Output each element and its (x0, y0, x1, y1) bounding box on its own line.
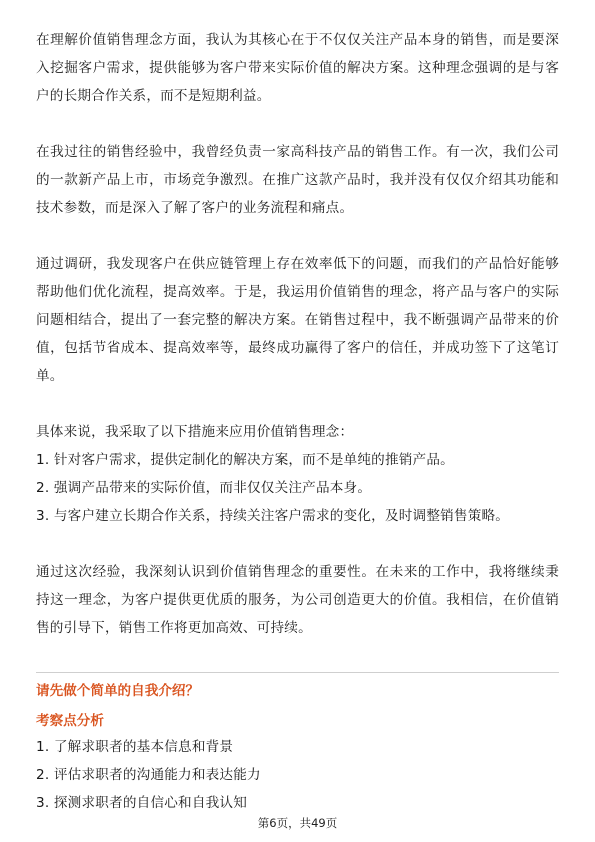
measure-item-2: 2. 强调产品带来的实际价值，而非仅仅关注产品本身。 (36, 480, 372, 496)
analysis-point-1: 1. 了解求职者的基本信息和背景 (36, 739, 234, 755)
answer-body (36, 26, 559, 642)
paragraph-measures-intro: 具体来说，我采取了以下措施来应用价值销售理念： (36, 424, 354, 440)
section-divider (36, 672, 559, 673)
paragraph-conclusion: 通过这次经验，我深刻认识到价值销售理念的重要性。在未来的工作中，我将继续秉持这一理念，为客户提供更优质的服务，为公司创造更大的价值。我相信，在价值销售的引导下，销售工作将更加高效、可持续。 (36, 564, 559, 636)
measure-item-1: 1. 针对客户需求，提供定制化的解决方案，而不是单纯的推销产品。 (36, 452, 454, 468)
page-number-footer: 第6页，共49页 (257, 816, 338, 830)
analysis-points-list (36, 733, 559, 817)
next-question-heading: 请先做个简单的自我介绍？ (36, 683, 200, 699)
analysis-point-3: 3. 探测求职者的自信心和自我认知 (36, 795, 248, 811)
analysis-point-2: 2. 评估求职者的沟通能力和表达能力 (36, 767, 261, 783)
paragraph-value-selling-understanding: 在理解价值销售理念方面，我认为其核心在于不仅仅关注产品本身的销售，而是要深入挖掘客户需求，提供能够为客户带来实际价值的解决方案。这种理念强调的是与客户的长期合作关系，而不是短期利益。 (36, 32, 559, 104)
paragraph-past-experience: 在我过往的销售经验中，我曾经负责一家高科技产品的销售工作。有一次，我们公司的一款新产品上市，市场竞争激烈。在推广这款产品时，我并没有仅仅介绍其功能和技术参数，而是深入了解了客户的业务流程和痛点。 (36, 144, 559, 216)
analysis-section-title: 考察点分析 (36, 713, 104, 729)
measure-item-3: 3. 与客户建立长期合作关系，持续关注客户需求的变化，及时调整销售策略。 (36, 508, 510, 524)
paragraph-research-solution: 通过调研，我发现客户在供应链管理上存在效率低下的问题，而我们的产品恰好能够帮助他们优化流程，提高效率。于是，我运用价值销售的理念，将产品与客户的实际问题相结合，提出了一套完整的解决方案。在销售过程中，我不断强调产品带来的价值，包括节省成本、提高效率等，最终成功赢得了客户的信任，并成功签下了这笔订单。 (36, 256, 559, 384)
